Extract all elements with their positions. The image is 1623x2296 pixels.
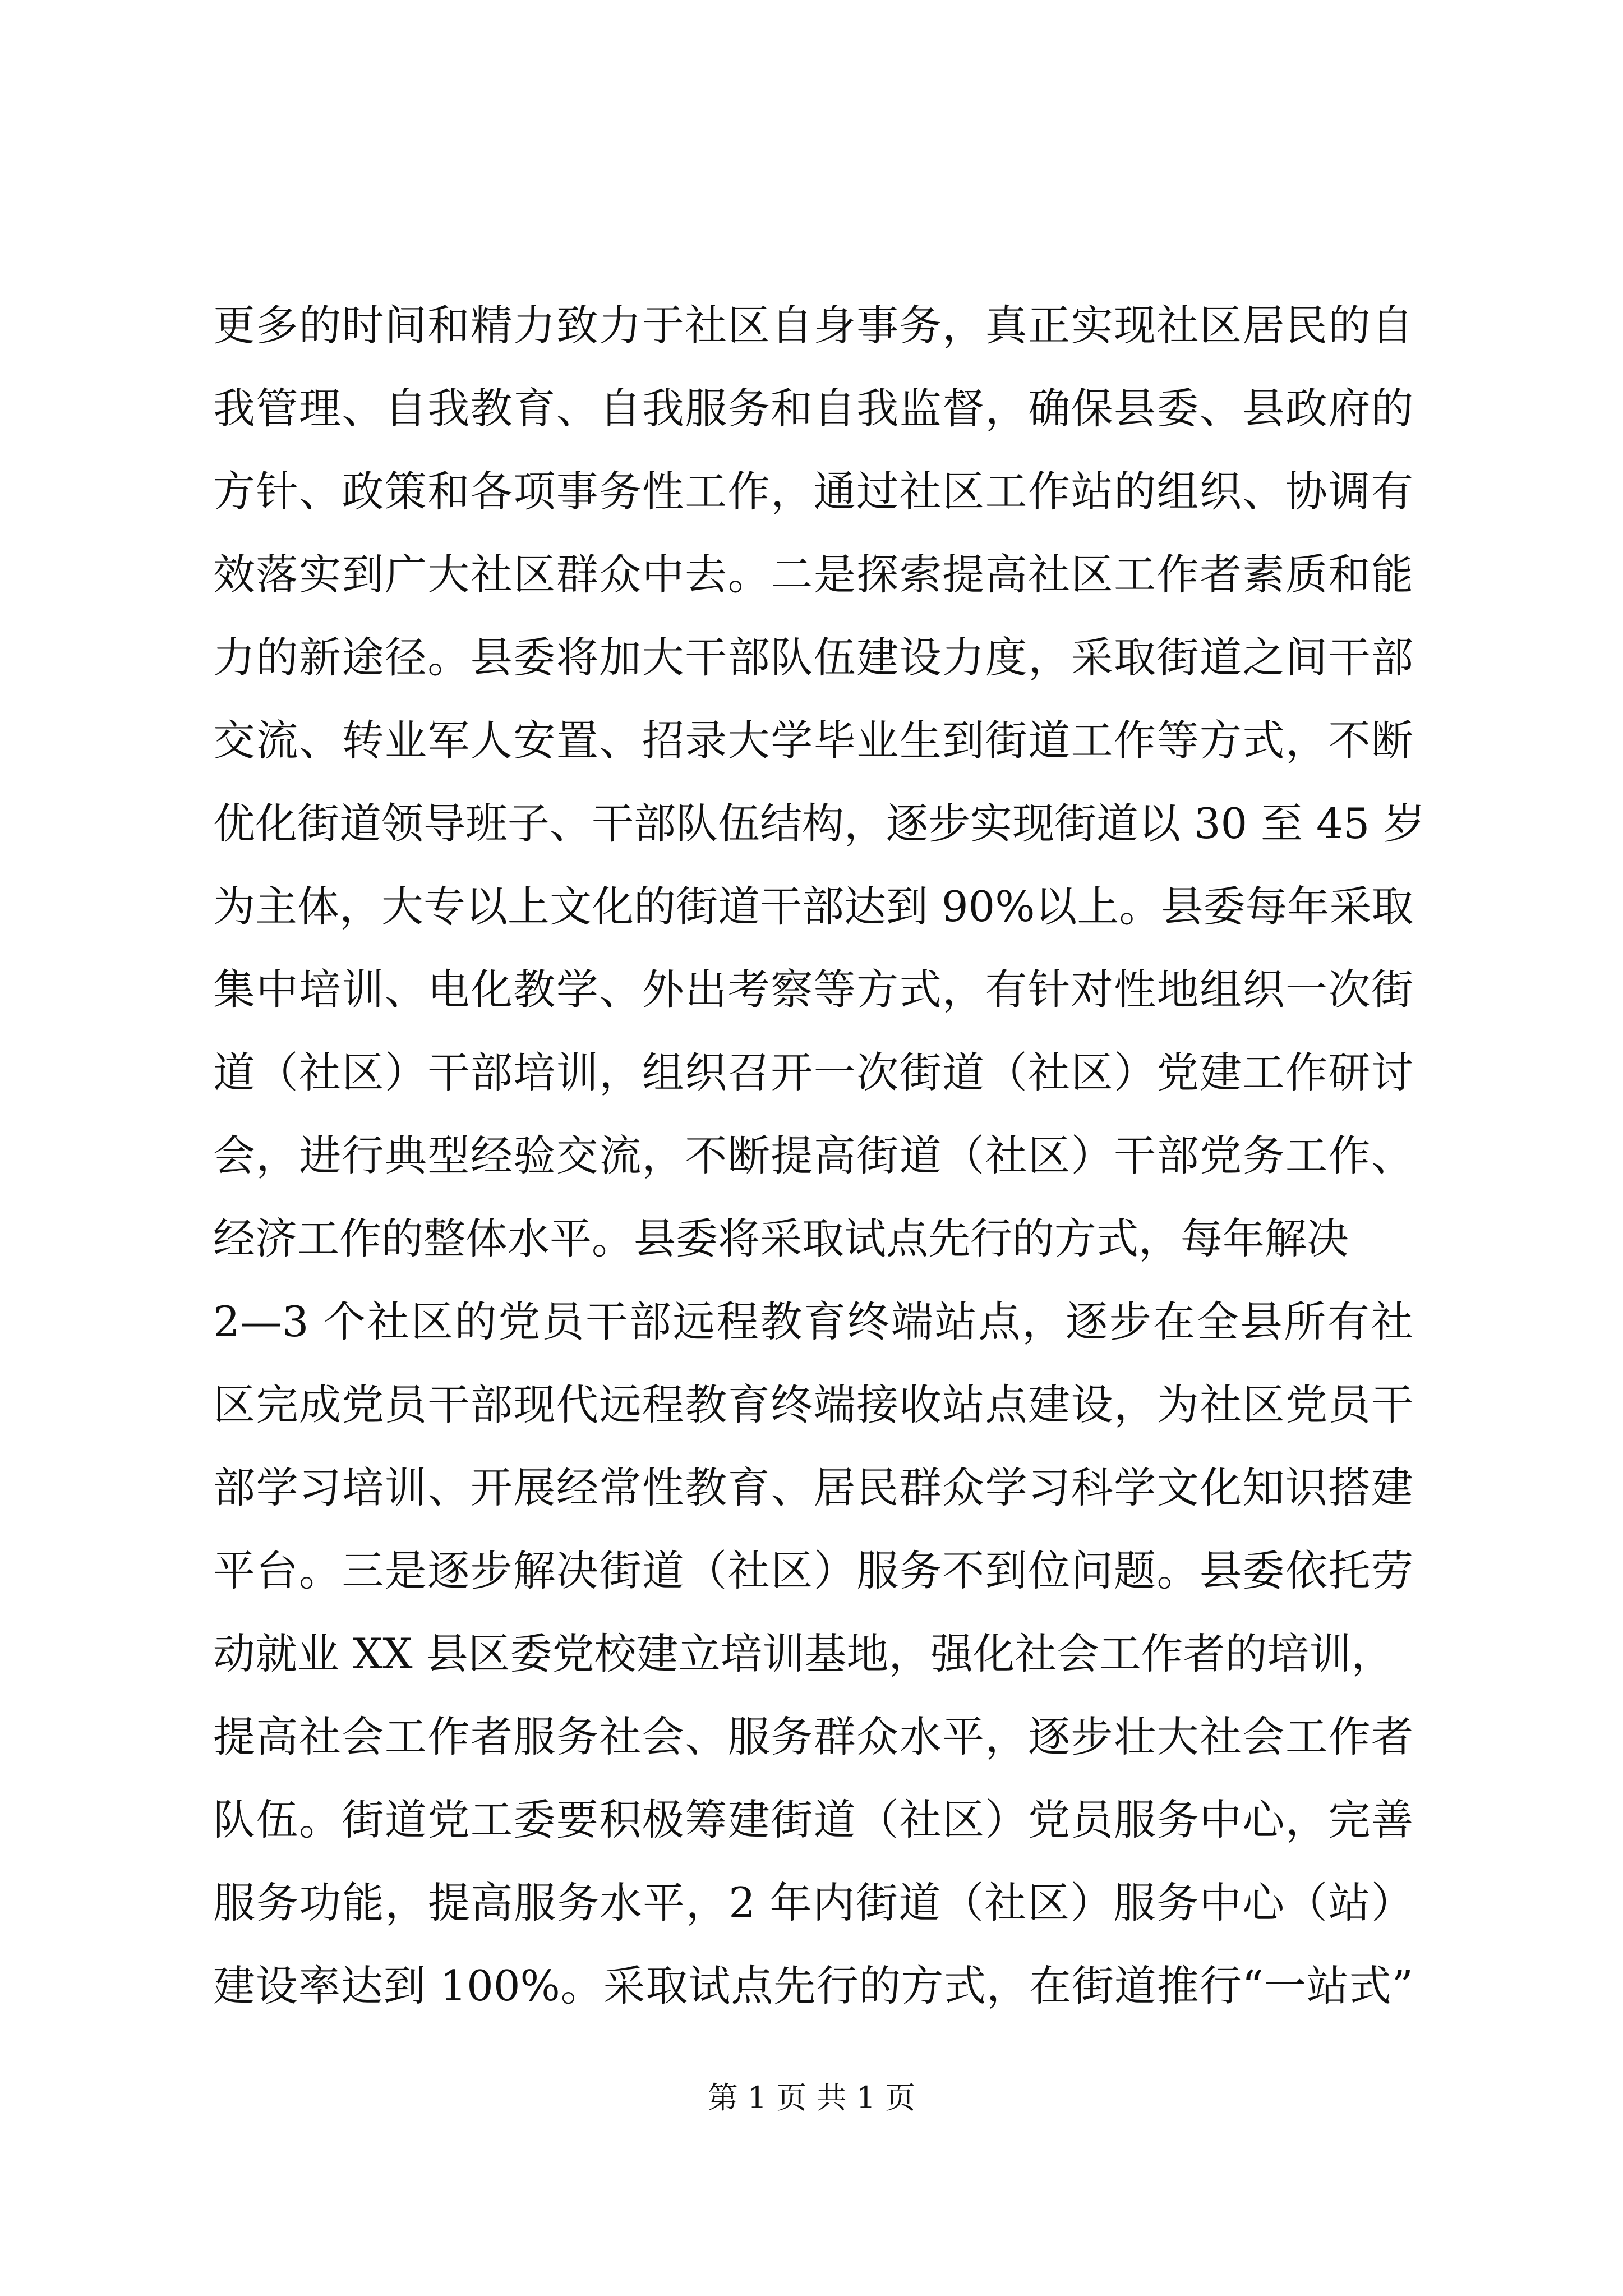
- text-line: 区完成党员干部现代远程教育终端接收站点建设，为社区党员干: [213, 1380, 1413, 1429]
- text-line: 我管理、自我教育、自我服务和自我监督，确保县委、县政府的: [213, 384, 1413, 433]
- text-line: 方针、政策和各项事务性工作，通过社区工作站的组织、协调有: [213, 467, 1413, 516]
- text-line: 服务功能，提高服务水平，2 年内街道（社区）服务中心（站）: [213, 1878, 1413, 1927]
- text-line: 集中培训、电化教学、外出考察等方式，有针对性地组织一次街: [213, 965, 1413, 1014]
- text-line: 经济工作的整体水平。县委将采取试点先行的方式，每年解决: [213, 1214, 1349, 1263]
- text-line: 提高社会工作者服务社会、服务群众水平，逐步壮大社会工作者: [213, 1712, 1413, 1761]
- page-footer: 第 1 页 共 1 页: [707, 2080, 916, 2115]
- text-line: 道（社区）干部培训，组织召开一次街道（社区）党建工作研讨: [213, 1048, 1413, 1097]
- text-line: 力的新途径。县委将加大干部队伍建设力度，采取街道之间干部: [213, 633, 1413, 682]
- text-line: 部学习培训、开展经常性教育、居民群众学习科学文化知识搭建: [213, 1463, 1413, 1512]
- text-line: 效落实到广大社区群众中去。二是探索提高社区工作者素质和能: [213, 550, 1413, 599]
- text-line: 交流、转业军人安置、招录大学毕业生到街道工作等方式，不断: [213, 716, 1413, 765]
- text-line: 平台。三是逐步解决街道（社区）服务不到位问题。县委依托劳: [213, 1546, 1413, 1595]
- text-line: 2—3 个社区的党员干部远程教育终端站点，逐步在全县所有社: [213, 1297, 1413, 1346]
- text-line: 建设率达到 100%。采取试点先行的方式，在街道推行“一站式”: [213, 1961, 1413, 2010]
- text-line: 更多的时间和精力致力于社区自身事务，真正实现社区居民的自: [213, 301, 1413, 350]
- text-line: 队伍。街道党工委要积极筹建街道（社区）党员服务中心，完善: [213, 1795, 1413, 1844]
- text-line: 优化街道领导班子、干部队伍结构，逐步实现街道以 30 至 45 岁: [213, 799, 1426, 848]
- text-line: 为主体，大专以上文化的街道干部达到 90%以上。县委每年采取: [213, 882, 1414, 931]
- text-line: 动就业 XX 县区委党校建立培训基地，强化社会工作者的培训，: [213, 1629, 1394, 1678]
- text-line: 会，进行典型经验交流，不断提高街道（社区）干部党务工作、: [213, 1131, 1413, 1180]
